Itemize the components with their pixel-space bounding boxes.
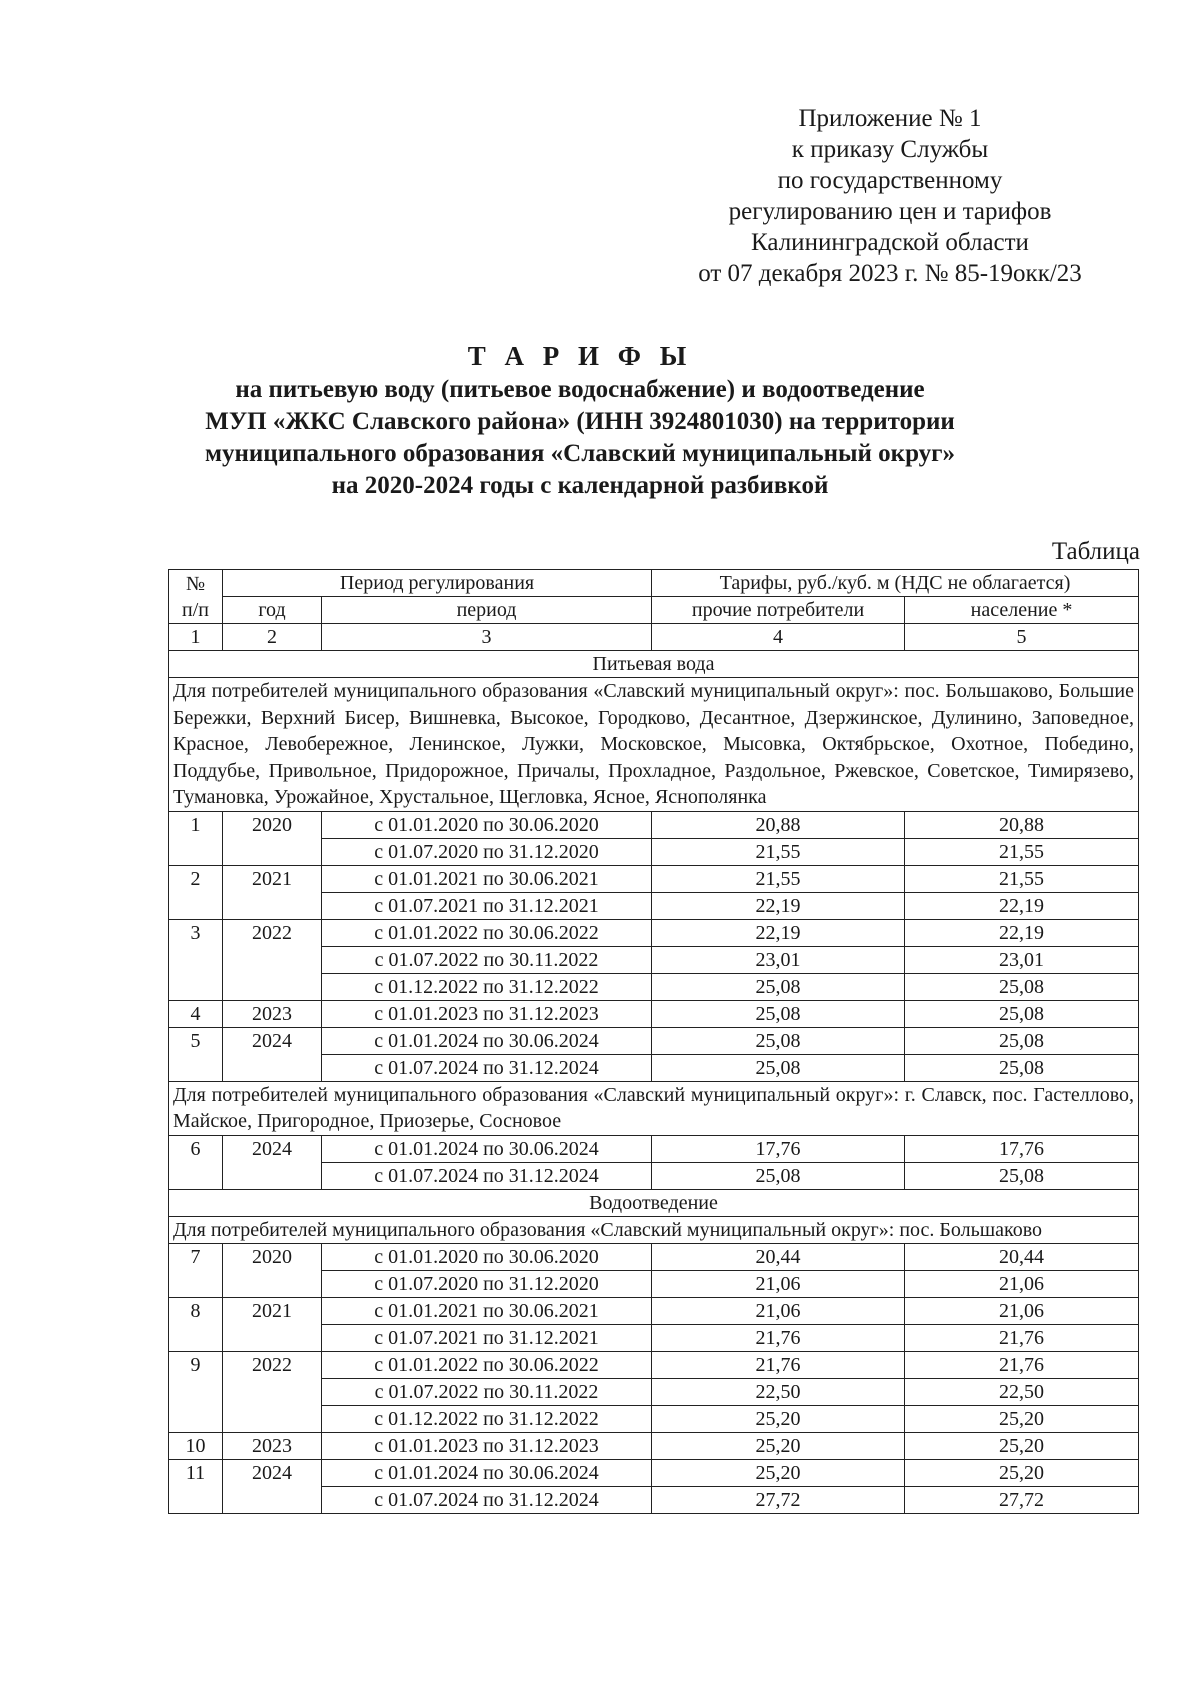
row-tariff-other: 25,08 [652, 1000, 905, 1027]
appendix-line: по государственному [777, 167, 1003, 194]
header-period-group: Период регулирования [223, 570, 652, 597]
document-title [170, 340, 990, 502]
row-tariff-population: 25,08 [905, 1000, 1139, 1027]
row-period: с 01.01.2023 по 31.12.2023 [322, 1433, 652, 1460]
row-number: 5 [169, 1027, 223, 1081]
row-tariff-other: 21,06 [652, 1298, 905, 1325]
section-title: Водоотведение [169, 1189, 1139, 1216]
section-row [169, 651, 1139, 678]
title-line: МУП «ЖКС Славского района» (ИНН 3924801030) на территории [205, 408, 955, 435]
table-row [169, 1433, 1139, 1460]
header-index: 5 [905, 624, 1139, 651]
row-year: 2020 [223, 1244, 322, 1298]
row-tariff-population: 22,19 [905, 919, 1139, 946]
row-period: с 01.01.2024 по 30.06.2024 [322, 1460, 652, 1487]
group-description: Для потребителей муниципального образования «Славский муниципальный округ»: пос. Большаково, Большие Бережки, Верхний Бисер, Вишневка, Высокое, Городково, Десантное, Дзержинское, Дулинино, Заповедное, Красное, Левобережное, Ленинское, Лужки, Московское, Мысовка, Октябрьское, Охотное, Победино, Поддубье, Привольное, Придорожное, Причалы, Прохладное, Раздольное, Ржевское, Советское, Тимирязево, Тумановка, Урожайное, Хрустальное, Щегловка, Ясное, Яснополянка [169, 678, 1139, 812]
table-row [169, 1298, 1139, 1325]
row-period: с 01.07.2024 по 31.12.2024 [322, 1162, 652, 1189]
row-year: 2024 [223, 1027, 322, 1081]
table-row [169, 919, 1139, 946]
row-tariff-other: 21,06 [652, 1271, 905, 1298]
row-period: с 01.07.2022 по 30.11.2022 [322, 946, 652, 973]
row-tariff-population: 21,76 [905, 1352, 1139, 1379]
row-number: 2 [169, 865, 223, 919]
table-row [169, 1000, 1139, 1027]
row-period: с 01.07.2022 по 30.11.2022 [322, 1379, 652, 1406]
row-number: 10 [169, 1433, 223, 1460]
row-year: 2024 [223, 1460, 322, 1514]
table-body [169, 651, 1139, 1514]
table-row [169, 1135, 1139, 1162]
row-tariff-population: 21,06 [905, 1271, 1139, 1298]
row-tariff-other: 25,08 [652, 973, 905, 1000]
row-tariff-other: 17,76 [652, 1135, 905, 1162]
row-year: 2022 [223, 919, 322, 1000]
row-tariff-population: 27,72 [905, 1487, 1139, 1514]
row-period: с 01.07.2024 по 31.12.2024 [322, 1487, 652, 1514]
row-tariff-population: 25,08 [905, 1027, 1139, 1054]
row-tariff-population: 21,55 [905, 865, 1139, 892]
section-row [169, 1189, 1139, 1216]
row-number: 6 [169, 1135, 223, 1189]
row-tariff-population: 25,20 [905, 1406, 1139, 1433]
row-tariff-population: 20,88 [905, 811, 1139, 838]
row-tariff-other: 25,08 [652, 1027, 905, 1054]
row-tariff-population: 21,06 [905, 1298, 1139, 1325]
row-tariff-population: 25,08 [905, 973, 1139, 1000]
header-number-line: № [185, 572, 206, 595]
row-period: с 01.01.2024 по 30.06.2024 [322, 1027, 652, 1054]
row-period: с 01.12.2022 по 31.12.2022 [322, 973, 652, 1000]
row-tariff-population: 23,01 [905, 946, 1139, 973]
row-tariff-other: 27,72 [652, 1487, 905, 1514]
header-number-line: п/п [182, 598, 209, 621]
row-year: 2021 [223, 865, 322, 919]
row-tariff-population: 22,19 [905, 892, 1139, 919]
appendix-line: Приложение № 1 [798, 105, 982, 132]
row-period: с 01.01.2022 по 30.06.2022 [322, 919, 652, 946]
table-row [169, 1352, 1139, 1379]
appendix-line: к приказу Службы [791, 136, 989, 163]
title-line: муниципального образования «Славский муниципальный округ» [204, 440, 956, 467]
tariff-table [168, 569, 1139, 1514]
appendix-line: от 07 декабря 2023 г. № 85-19окк/23 [698, 260, 1082, 287]
row-period: с 01.07.2021 по 31.12.2021 [322, 892, 652, 919]
row-tariff-other: 25,20 [652, 1406, 905, 1433]
row-tariff-other: 25,20 [652, 1460, 905, 1487]
row-tariff-other: 21,76 [652, 1352, 905, 1379]
header-index: 2 [223, 624, 322, 651]
header-index: 1 [169, 624, 223, 651]
row-tariff-other: 25,08 [652, 1162, 905, 1189]
header-index: 3 [322, 624, 652, 651]
table-row [169, 1027, 1139, 1054]
group-description: Для потребителей муниципального образования «Славский муниципальный округ»: г. Славск, пос. Гастеллово, Майское, Пригородное, Приозерье, Сосновое [169, 1081, 1139, 1135]
row-tariff-other: 22,50 [652, 1379, 905, 1406]
row-tariff-other: 21,76 [652, 1325, 905, 1352]
header-number [169, 570, 223, 624]
header-period: период [322, 597, 652, 624]
appendix-line: Калининградской области [751, 229, 1029, 256]
row-period: с 01.01.2020 по 30.06.2020 [322, 811, 652, 838]
row-period: с 01.12.2022 по 31.12.2022 [322, 1406, 652, 1433]
table-row [169, 811, 1139, 838]
header-other-consumers: прочие потребители [652, 597, 905, 624]
row-tariff-population: 25,20 [905, 1433, 1139, 1460]
row-tariff-population: 22,50 [905, 1379, 1139, 1406]
row-period: с 01.01.2022 по 30.06.2022 [322, 1352, 652, 1379]
row-period: с 01.01.2023 по 31.12.2023 [322, 1000, 652, 1027]
appendix-line: регулированию цен и тарифов [728, 198, 1052, 225]
row-tariff-other: 22,19 [652, 892, 905, 919]
row-number: 8 [169, 1298, 223, 1352]
header-tariff-group: Тарифы, руб./куб. м (НДС не облагается) [652, 570, 1139, 597]
table-caption: Таблица [1051, 538, 1140, 565]
row-year: 2021 [223, 1298, 322, 1352]
group-description: Для потребителей муниципального образования «Славский муниципальный округ»: пос. Большаково [169, 1216, 1139, 1244]
row-period: с 01.01.2020 по 30.06.2020 [322, 1244, 652, 1271]
row-period: с 01.01.2021 по 30.06.2021 [322, 1298, 652, 1325]
row-period: с 01.07.2021 по 31.12.2021 [322, 1325, 652, 1352]
title-heading: Т А Р И Ф Ы [467, 341, 693, 371]
row-period: с 01.07.2020 по 31.12.2020 [322, 838, 652, 865]
row-tariff-other: 23,01 [652, 946, 905, 973]
row-tariff-population: 20,44 [905, 1244, 1139, 1271]
row-period: с 01.01.2024 по 30.06.2024 [322, 1135, 652, 1162]
row-tariff-population: 25,08 [905, 1054, 1139, 1081]
table-row [169, 1244, 1139, 1271]
header-index: 4 [652, 624, 905, 651]
row-year: 2023 [223, 1433, 322, 1460]
row-tariff-other: 25,08 [652, 1054, 905, 1081]
row-tariff-population: 17,76 [905, 1135, 1139, 1162]
row-year: 2020 [223, 811, 322, 865]
row-number: 11 [169, 1460, 223, 1514]
table-row [169, 1460, 1139, 1487]
group-description-row [169, 1081, 1139, 1135]
row-tariff-population: 25,20 [905, 1460, 1139, 1487]
appendix-block [680, 103, 1100, 289]
row-tariff-other: 22,19 [652, 919, 905, 946]
row-year: 2023 [223, 1000, 322, 1027]
row-number: 3 [169, 919, 223, 1000]
row-year: 2024 [223, 1135, 322, 1189]
row-number: 4 [169, 1000, 223, 1027]
row-tariff-other: 20,88 [652, 811, 905, 838]
row-tariff-other: 21,55 [652, 865, 905, 892]
row-tariff-population: 21,55 [905, 838, 1139, 865]
row-period: с 01.07.2020 по 31.12.2020 [322, 1271, 652, 1298]
row-number: 7 [169, 1244, 223, 1298]
table-header [169, 570, 1139, 651]
row-number: 9 [169, 1352, 223, 1433]
row-period: с 01.01.2021 по 30.06.2021 [322, 865, 652, 892]
row-tariff-population: 21,76 [905, 1325, 1139, 1352]
row-tariff-other: 21,55 [652, 838, 905, 865]
row-tariff-other: 25,20 [652, 1433, 905, 1460]
row-period: с 01.07.2024 по 31.12.2024 [322, 1054, 652, 1081]
row-tariff-population: 25,08 [905, 1162, 1139, 1189]
row-number: 1 [169, 811, 223, 865]
table-row [169, 865, 1139, 892]
row-year: 2022 [223, 1352, 322, 1433]
group-description-row [169, 1216, 1139, 1244]
title-line: на 2020-2024 годы с календарной разбивкой [331, 472, 829, 499]
title-line: на питьевую воду (питьевое водоснабжение) и водоотведение [235, 376, 925, 403]
header-population: население * [905, 597, 1139, 624]
row-tariff-other: 20,44 [652, 1244, 905, 1271]
section-title: Питьевая вода [169, 651, 1139, 678]
header-year: год [223, 597, 322, 624]
group-description-row [169, 678, 1139, 812]
